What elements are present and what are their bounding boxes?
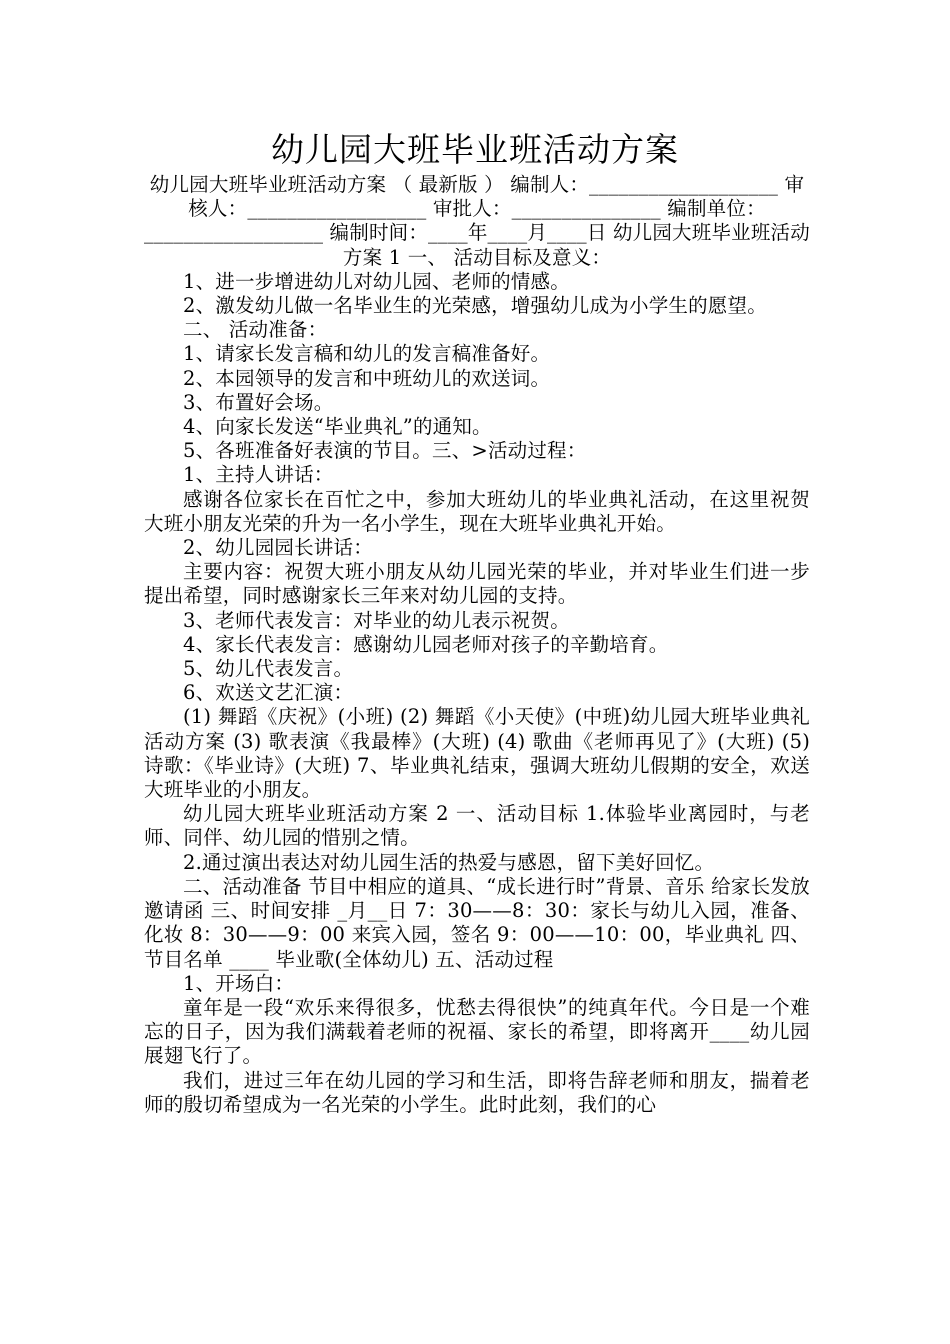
paragraph: 5、幼儿代表发言。: [183, 657, 354, 681]
paragraph: 4、家长代表发言：感谢幼儿园老师对孩子的辛勤培育。: [183, 632, 669, 656]
paragraph: 1、进一步增进幼儿对幼儿园、老师的情感。: [183, 269, 570, 293]
paragraph: 2、激发幼儿做一名毕业生的光荣感，增强幼儿成为小学生的愿望。: [183, 294, 767, 318]
paragraph: 2、本园领导的发言和中班幼儿的欢送词。: [183, 366, 551, 390]
paragraph: 2.通过演出表达对幼儿园生活的热爱与感恩，留下美好回忆。: [183, 850, 715, 874]
document-title: 幼儿园大班毕业班活动方案: [271, 130, 679, 169]
paragraph: 主要内容：祝贺大班小朋友从幼儿园光荣的毕业，并对毕业生们进一步提出希望，同时感谢家长三年来对幼儿园的支持。: [144, 560, 810, 608]
section-heading: 二、 活动准备：: [183, 318, 328, 342]
paragraph: 感谢各位家长在百忙之中，参加大班幼儿的毕业典礼活动，在这里祝贺大班小朋友光荣的升为一名小学生，现在大班毕业典礼开始。: [144, 487, 810, 535]
paragraph: 2、幼儿园园长讲话：: [183, 536, 373, 560]
paragraph: 童年是一段“欢乐来得很多，忧愁去得很快”的纯真年代。今日是一个难忘的日子，因为我们满载着老师的祝福、家长的希望，即将离开____幼儿园展翅飞行了。: [144, 995, 810, 1068]
paragraph: 3、老师代表发言：对毕业的幼儿表示祝贺。: [183, 608, 570, 632]
paragraph: 5、各班准备好表演的节目。三、>活动过程：: [183, 439, 587, 463]
paragraph: 6、欢送文艺汇演：: [183, 681, 354, 705]
document-meta-paragraph: 幼儿园大班毕业班活动方案 （ 最新版 ） 编制人：___________________ 审核人：__________________ 审批人：_______________ 编制单位：__________________ 编制时间：____年____月____日 幼儿园大班毕业班活动方案 1 一、 活动目标及意义：: [144, 173, 810, 269]
paragraph: (1) 舞蹈《庆祝》(小班) (2) 舞蹈《小天使》(中班)幼儿园大班毕业典礼活动方案 (3) 歌表演《我最棒》(大班) (4) 歌曲《老师再见了》(大班) (5) 诗歌：《毕业诗》(大班) 7、毕业典礼结束，强调大班幼儿假期的安全，欢送大班毕业的小朋友。: [144, 705, 810, 802]
paragraph: 3、布置好会场。: [183, 390, 334, 414]
paragraph: 二、活动准备 节目中相应的道具、“成长进行时”背景、音乐 给家长发放邀请函 三、时间安排 _月__日 7：30——8：30：家长与幼儿入园，准备、化妆 8：30——9：00 来宾入园，签名 9：00——10：00，毕业典礼 四、节目名单 ____ 毕业歌(全体幼儿) 五、活动过程: [144, 874, 810, 971]
paragraph: 4、向家长发送“毕业典礼”的通知。: [183, 415, 492, 439]
paragraph: 1、开场白：: [183, 971, 295, 995]
paragraph: 我们，进过三年在幼儿园的学习和生活，即将告辞老师和朋友，揣着老师的殷切希望成为一名光荣的小学生。此时此刻，我们的心: [144, 1068, 810, 1116]
paragraph: 1、主持人讲话：: [183, 463, 334, 487]
paragraph: 1、请家长发言稿和幼儿的发言稿准备好。: [183, 342, 551, 366]
document-body: [144, 173, 810, 1117]
paragraph: 幼儿园大班毕业班活动方案 2 一、活动目标 1.体验毕业离园时，与老师、同伴、幼儿园的惜别之情。: [144, 802, 810, 850]
